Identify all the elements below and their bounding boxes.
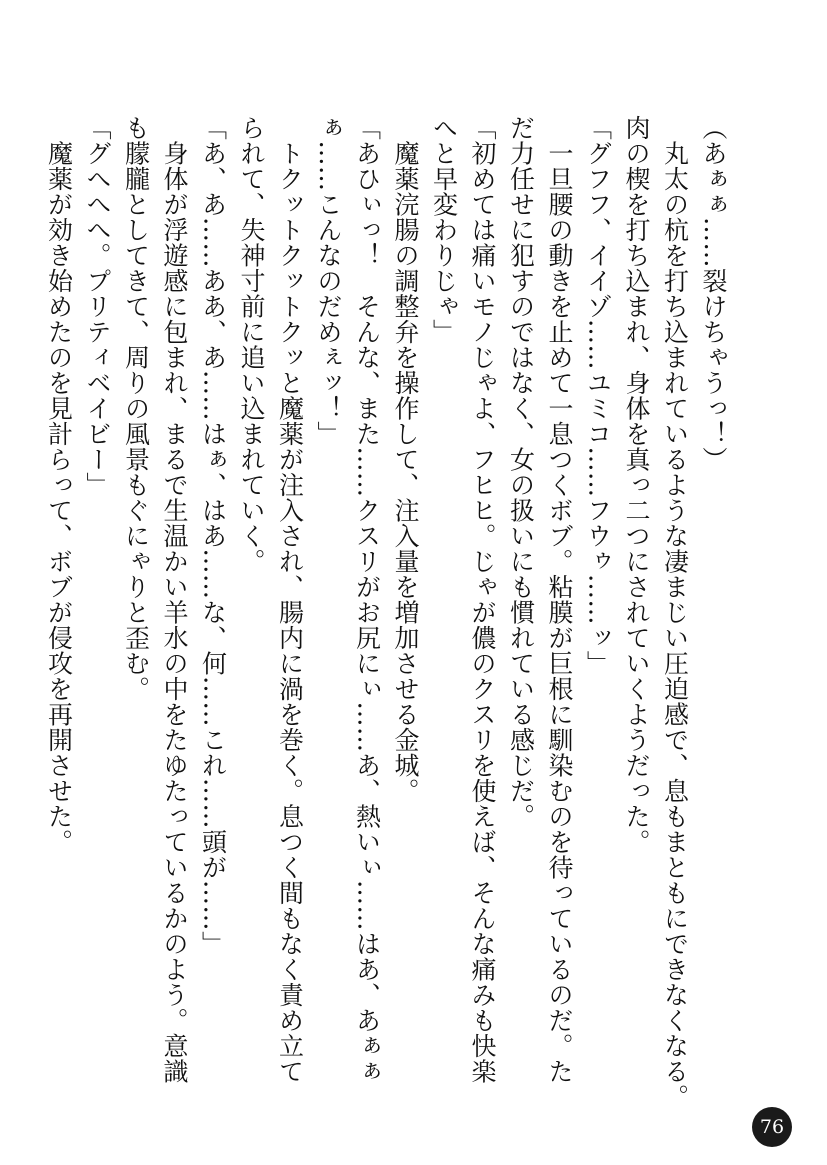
text-line: 身体が浮遊感に包まれ、まるで生温かい羊水の中をたゆたっているかのよう。意識 [160,115,189,1084]
text-line: も朦朧としてきて、周りの風景もぐにゃりと歪む。 [121,115,151,702]
text-line: だ力任せに犯すのではなく、女の扱いにも慣れている感じだ。 [506,115,536,829]
text-line: 「グフフ、イイゾ……ユミコ……フウゥ……ッ」 [583,115,613,676]
text-line: 一旦腰の動きを止めて一息つくボブ。粘膜が巨根に馴染むのを待っているのだ。た [545,115,574,1084]
text-line: 「あひぃっ！ そんな、また……クスリがお尻にぃ……あ、熱いぃ……はあ、あぁぁ [352,115,382,1084]
text-line: 魔薬が効き始めたのを見計らって、ボブが侵攻を再開させた。 [44,115,74,855]
page-number-badge: 76 [752,1107,792,1147]
text-line: へと早変わりじゃ」 [429,115,459,345]
vertical-text-body [44,115,732,1110]
text-line: ぁ……こんなのだめぇッ！」 [314,115,343,447]
text-line: 肉の楔を打ち込まれ、身体を真っ二つにされていくようだった。 [622,115,651,855]
text-line: 「グへへへ。プリティベイビー」 [83,115,112,498]
text-line: 「初めては痛いモノじゃよ、フヒヒ。じゃが儂のクスリを使えば、そんな痛みも快楽 [468,115,497,1084]
text-line: 魔薬浣腸の調整弁を操作して、注入量を増加させる金城。 [391,115,420,804]
text-line: （あぁぁ……裂けちゃうっ！） [699,115,728,472]
text-line: トクットクットクッと魔薬が注入され、腸内に渦を巻く。息つく間もなく責め立て [275,115,305,1084]
text-line: られて、失神寸前に追い込まれていく。 [237,115,266,574]
text-line: 「あ、あ……ああ、あ……はぁ、はあ……な、何……これ……頭が……」 [198,115,228,957]
text-line: 丸太の杭を打ち込まれているような凄まじい圧迫感で、息もまともにできなくなる。 [660,115,690,1110]
